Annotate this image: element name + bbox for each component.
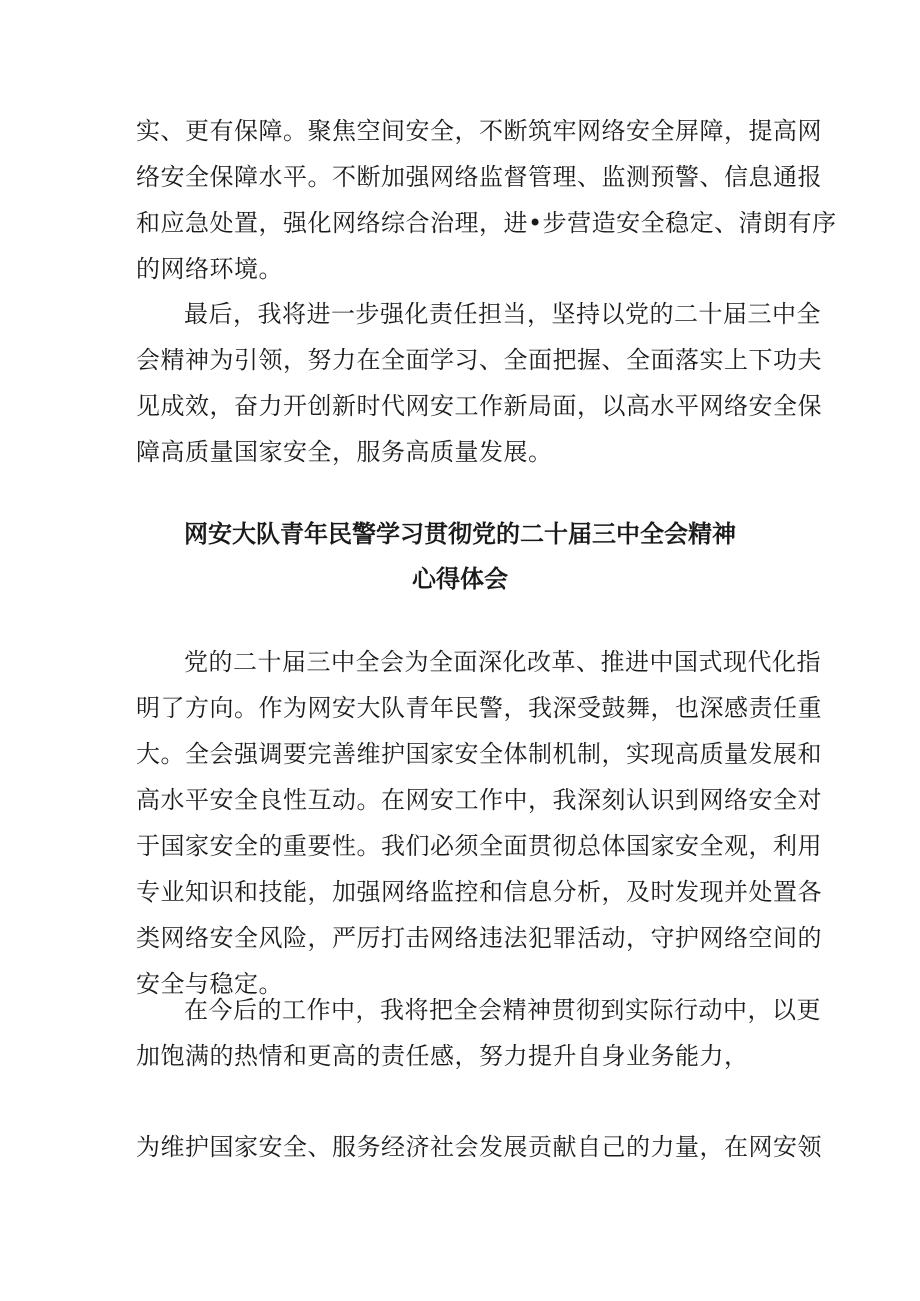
- paragraph-line: 见成效，奋力开创新时代网安工作新局面，以高水平网络安全保: [136, 392, 822, 420]
- paragraph-line: 专业知识和技能，加强网络监控和信息分析，及时发现并处置各: [136, 878, 822, 906]
- paragraph-line: 络安全保障水平。不断加强网络监督管理、监测预警、信息通报: [136, 163, 822, 191]
- paragraph-line: 实、更有保障。聚焦空间安全，不断筑牢网络安全屏障，提高网: [136, 117, 822, 145]
- paragraph-line: 的网络环境。: [136, 255, 283, 283]
- paragraph-line: 大。全会强调要完善维护国家安全体制机制，实现高质量发展和: [136, 740, 822, 768]
- paragraph-line: 会精神为引领，努力在全面学习、全面把握、全面落实上下功夫: [136, 346, 822, 374]
- paragraph-line: 最后，我将进一步强化责任担当，坚持以党的二十届三中全: [184, 300, 821, 328]
- paragraph-line: 类网络安全风险，严厉打击网络违法犯罪活动，守护网络空间的: [136, 924, 822, 952]
- paragraph-line: 明了方向。作为网安大队青年民警，我深受鼓舞，也深感责任重: [136, 694, 822, 722]
- article-subtitle: 心得体会: [412, 565, 508, 593]
- paragraph-line: 障高质量国家安全，服务高质量发展。: [136, 438, 553, 466]
- paragraph-line: 加饱满的热情和更高的责任感，努力提升自身业务能力，: [136, 1042, 749, 1070]
- paragraph-line: 为维护国家安全、服务经济社会发展贡献自己的力量，在网安领: [136, 1133, 822, 1161]
- paragraph-line: 高水平安全良性互动。在网安工作中，我深刻认识到网络安全对: [136, 786, 822, 814]
- paragraph-line: 在今后的工作中，我将把全会精神贯彻到实际行动中，以更: [184, 996, 821, 1024]
- paragraph-line: 安全与稳定。: [136, 970, 283, 998]
- paragraph-line: 于国家安全的重要性。我们必须全面贯彻总体国家安全观，利用: [136, 832, 822, 860]
- paragraph-line: 党的二十届三中全会为全面深化改革、推进中国式现代化指: [184, 648, 821, 676]
- paragraph-line: 和应急处置，强化网络综合治理，进•步营造安全稳定、清朗有序: [136, 209, 837, 237]
- article-title: 网安大队青年民警学习贯彻党的二十届三中全会精神: [184, 520, 736, 548]
